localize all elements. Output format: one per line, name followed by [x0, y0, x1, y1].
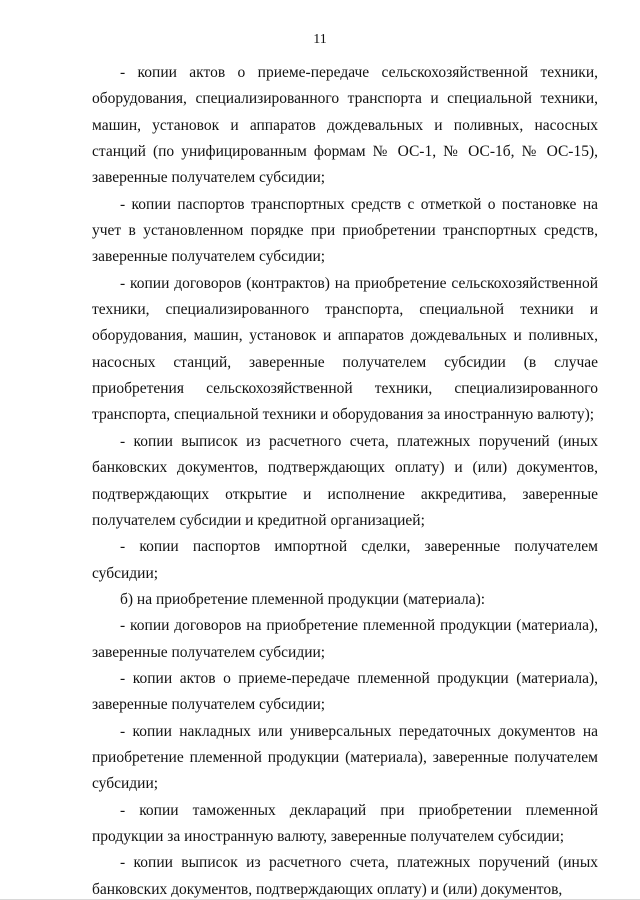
- paragraph-customs-declarations: - копии таможенных деклараций при приобретении племенной продукции за иностранную валюту, заверенные получателем субсидии;: [92, 801, 598, 845]
- paragraph-vehicle-passports: - копии паспортов транспортных средств с отметкой о постановке на учет в установленном порядке при приобретении транспортных средств, заверенные получателем субсидии;: [92, 195, 598, 266]
- paragraph-account-statements: - копии выписок из расчетного счета, платежных поручений (иных банковских документов, подтверждающих оплату) и (или) документов, подтверждающих открытие и исполнение аккредитива, заверенные получателем субсидии и кредитной организацией;: [92, 432, 598, 529]
- paragraph-breeding-acts: - копии актов о приеме-передаче племенной продукции (материала), заверенные получателем субсидии;: [92, 669, 598, 714]
- paragraph-contracts: - копии договоров (контрактов) на приобретение сельскохозяйственной техники, специализированного транспорта, специальной техники и оборудования, машин, установок и аппаратов дождевальных и поливных, насосных станций, заверенные получателем субсидии (в случае приобретения сельскохозяйственной техники, специализированного транспорта, специальной техники и оборудования за иностранную валюту);: [92, 274, 598, 424]
- page-number: 11: [313, 32, 327, 47]
- document-body: [92, 60, 598, 900]
- section-b-heading: б) на приобретение племенной продукции (материала):: [120, 590, 486, 608]
- paragraph-acts-equipment: - копии актов о приеме-передаче сельскохозяйственной техники, оборудования, специализированного транспорта и специальной техники, машин, установок и аппаратов дождевальных и поливных, насосных станций (по унифицированным формам № ОС-1, № ОС-1б, № ОС-15), заверенные получателем субсидии;: [92, 64, 598, 187]
- paragraph-invoices: - копии накладных или универсальных передаточных документов на приобретение племенной продукции (материала), заверенные получателем субсидии;: [92, 722, 598, 793]
- paragraph-breeding-account-statements: - копии выписок из расчетного счета, платежных поручений (иных банковских документов, подтверждающих оплату) и (или) документов,: [92, 854, 598, 898]
- paragraph-import-passports: - копии паспортов импортной сделки, заверенные получателем субсидии;: [92, 538, 598, 582]
- paragraph-breeding-contracts: - копии договоров на приобретение племенной продукции (материала), заверенные получателем субсидии;: [92, 617, 598, 661]
